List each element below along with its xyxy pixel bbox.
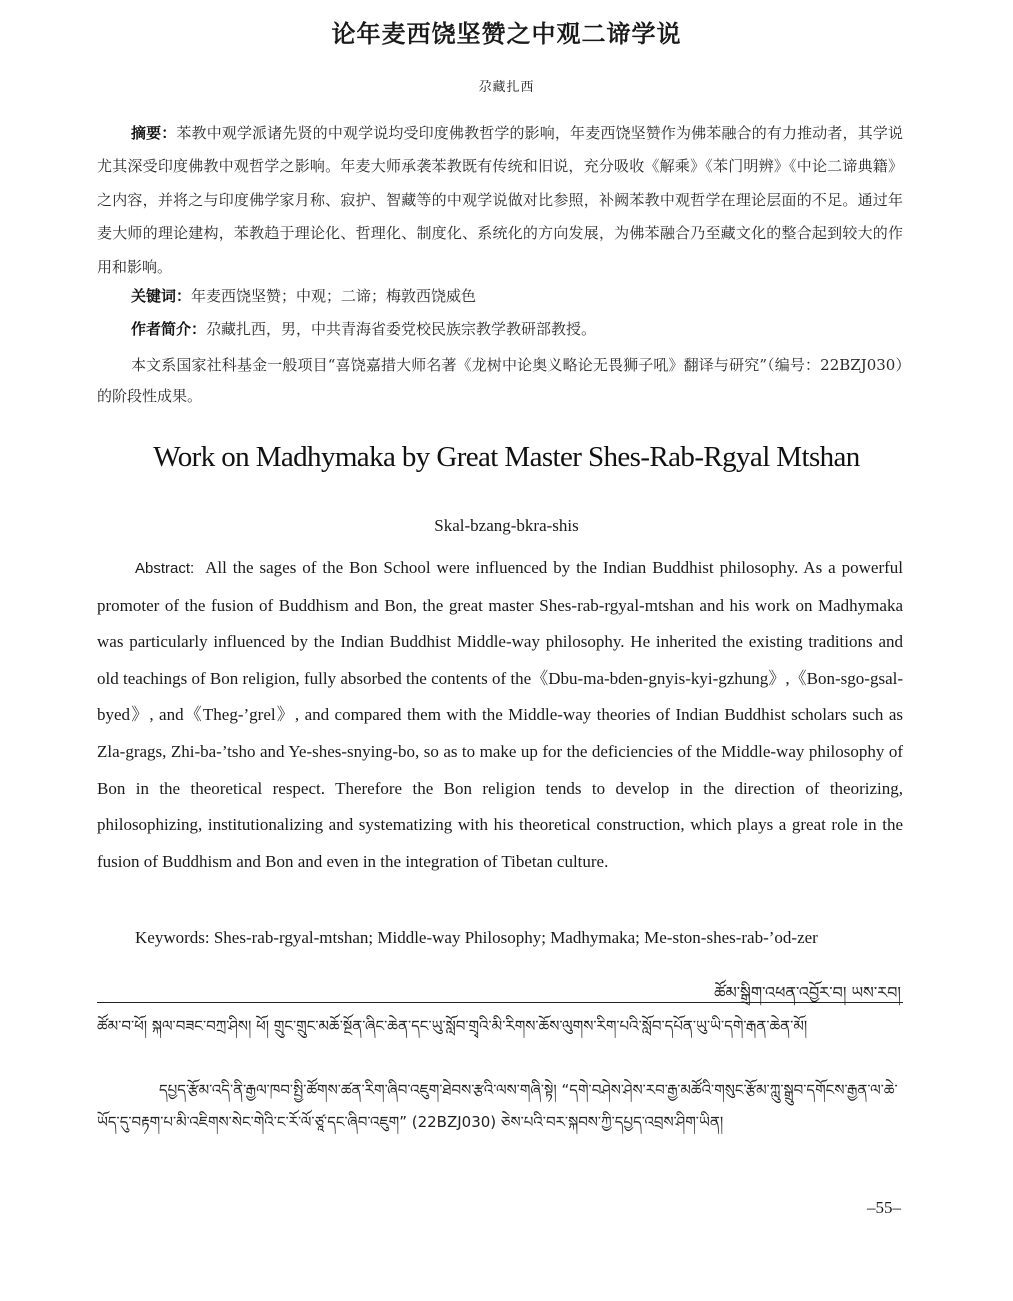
english-abstract-text: All the sages of the Bon School were influenced by the Indian Buddhist philosophy. As a powerful promoter of the fusion of Buddhism and Bon, the great master Shes-rab-rgyal-mtshan and his work on Madhymaka was particularly influenced by the Indian Buddhist Middle-way philosophy. He inherited the existing traditions and old teachings of Bon religion, fully absorbed the contents of the《Dbu-ma-bden-gnyis-kyi-gzhung》,《Bon-sgo-gsal-byed》, and《Theg-’grel》, and compared them with the Middle-way theories of Indian Buddhist scholars such as Zla-grags, Zhi-ba-’tsho and Ye-shes-snying-bo, so as to make up for the deficiencies of the Middle-way philosophy of Bon in the theoretical respect. Therefore the Bon religion tends to develop in the direction of theorizing, philosophizing, institutionalizing and systematizing with his theoretical construction, which plays a great role in the fusion of Buddhism and Bon and even in the integration of Tibetan culture. [97, 558, 903, 871]
english-abstract-label: Abstract: [135, 560, 195, 577]
chinese-title: 论年麦西饶坚赞之中观二谛学说 [331, 19, 682, 48]
chinese-author: 尕藏扎西 [478, 80, 535, 95]
chinese-abstract [97, 117, 903, 284]
tibetan-author-note: ཚོམ་བ་ཕོ། སྐལ་བཟང་བཀྲ་ཤིས། ཕོ། གྲུང་གྲུང་མཆོ་སྔོན་ཞིང་ཆེན་དང་ཡུ་སློབ་གྲྭའི་མི་རིགས་ཆོས་ལུགས་རིག་པའི་སློབ་དཔོན་ཡུ་ཡི་དགེ་རྒན་ཆེན་མོ། [97, 1017, 808, 1035]
section-divider [97, 1002, 903, 1003]
chinese-keywords-text: 年麦西饶坚赞；中观；二谛；梅敦西饶威色 [191, 287, 477, 305]
chinese-bio-text: 尕藏扎西，男，中共青海省委党校民族宗教学教研部教授。 [206, 320, 597, 338]
chinese-author-bio [97, 318, 937, 339]
chinese-abstract-label: 摘要： [131, 124, 177, 142]
english-title: Work on Madhymaka by Great Master Shes-Rab-Rgyal Mtshan [153, 441, 860, 473]
chinese-funding-note: 本文系国家社科基金一般项目“喜饶嘉措大师名著《龙树中论奥义略论无畏狮子吼》翻译与研究”（编号：22BZJ030）的阶段性成果。 [97, 356, 903, 405]
tibetan-funding-note: དཔྱད་རྩོམ་འདི་ནི་རྒྱལ་ཁབ་སྤྱི་ཚོགས་ཚན་རིག་ཞིབ་འཇུག་ཐེབས་རྩའི་ལས་གཞི་སྟེ། “དགེ་བཤེས་ཤེས་རབ་རྒྱ་མཚོའི་གསུང་རྩོམ་ཀླུ་སྒྲུབ་དགོངས་རྒྱན་ལ་ཆེ་ཡོད་དུ་བརྟག་པ་མི་འཇིགས་སེང་གེའི་ང་རོ་ལོ་ཙཱ་དང་ཞིབ་འཇུག” (22BZJ030) ཅེས་པའི་བར་སྐབས་ཀྱི་དཔྱད་འབྲས་ཤིག་ཡིན། [97, 1081, 898, 1131]
chinese-keywords-label: 关键词： [131, 287, 192, 305]
english-keywords: Keywords: Shes-rab-rgyal-mtshan; Middle-way Philosophy; Madhymaka; Me-ston-shes-rab-’od-zer [135, 928, 818, 947]
chinese-bio-label: 作者简介： [131, 320, 207, 338]
chinese-keywords [97, 285, 937, 306]
tibetan-editor-header: ཚོམ་སྒྲིག་འཕན་འབྱོར་བ། ཡས་རབ། [714, 983, 901, 1002]
page-number: –55– [867, 1198, 901, 1217]
english-abstract [97, 550, 903, 880]
chinese-abstract-text: 苯教中观学派诸先贤的中观学说均受印度佛教哲学的影响，年麦西饶坚赞作为佛苯融合的有力推动者，其学说尤其深受印度佛教中观哲学之影响。年麦大师承袭苯教既有传统和旧说，充分吸收《解乘》《苯门明辨》《中论二谛典籍》之内容，并将之与印度佛学家月称、寂护、智藏等的中观学说做对比参照，补阙苯教中观哲学在理论层面的不足。通过年麦大师的理论建构，苯教趋于理论化、哲理化、制度化、系统化的方向发展，为佛苯融合乃至藏文化的整合起到较大的作用和影响。 [97, 124, 903, 276]
english-author: Skal-bzang-bkra-shis [434, 516, 579, 535]
